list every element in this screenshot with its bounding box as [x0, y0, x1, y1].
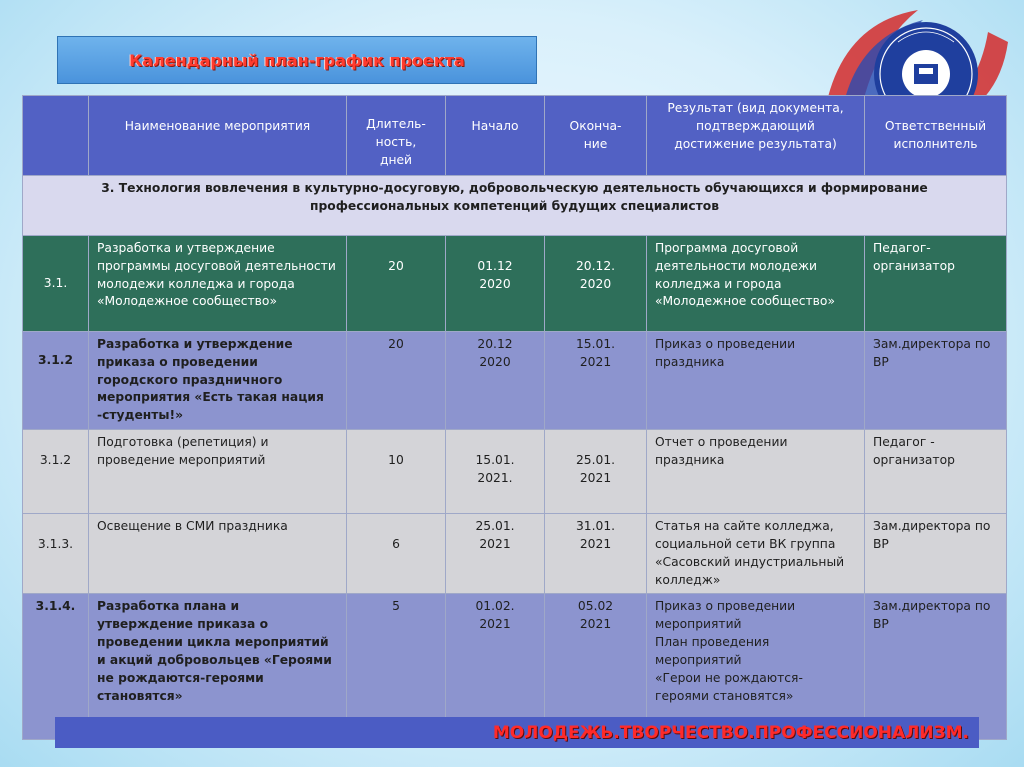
row-start: 15.01. 2021. — [446, 430, 545, 514]
slide-title: Календарный план-график проекта — [129, 50, 465, 70]
section-row — [23, 176, 1007, 236]
row-start: 25.01. 2021 — [446, 514, 545, 594]
row-end: 05.02 2021 — [545, 594, 647, 740]
table-header-row — [23, 96, 1007, 176]
header-num — [23, 96, 89, 176]
row-name: Подготовка (репетиция) и проведение мероприятий — [89, 430, 347, 514]
slide-title-box — [57, 36, 537, 84]
row-responsible: Педагог - организатор — [865, 430, 1007, 514]
row-result: Приказ о проведении мероприятий План проведения мероприятий «Герои не рождаются-героями становятся» — [647, 594, 865, 740]
header-responsible: Ответственный исполнитель — [865, 96, 1007, 176]
section-title: 3. Технология вовлечения в культурно-досуговую, добровольческую деятельность обучающихся и формирование профессиональных компетенций будущих специалистов — [23, 176, 1007, 236]
row-result: Приказ о проведении праздника — [647, 332, 865, 430]
row-responsible: Зам.директора по ВР — [865, 514, 1007, 594]
row-result: Статья на сайте колледжа, социальной сети ВК группа «Сасовский индустриальный колледж» — [647, 514, 865, 594]
table-row — [23, 514, 1007, 594]
header-end: Оконча- ние — [545, 96, 647, 176]
header-start: Начало — [446, 96, 545, 176]
row-end: 15.01. 2021 — [545, 332, 647, 430]
footer-slogan: МОЛОДЕЖЬ.ТВОРЧЕСТВО.ПРОФЕССИОНАЛИЗМ. — [492, 722, 969, 743]
row-result: Отчет о проведении праздника — [647, 430, 865, 514]
row-end: 31.01. 2021 — [545, 514, 647, 594]
table-row — [23, 430, 1007, 514]
row-name: Разработка и утверждение приказа о проведении городского праздничного мероприятия «Есть такая нация -студенты!» — [89, 332, 347, 430]
row-start: 20.12 2020 — [446, 332, 545, 430]
row-duration: 10 — [347, 430, 446, 514]
header-duration: Длитель- ность, дней — [347, 96, 446, 176]
row-end: 20.12. 2020 — [545, 236, 647, 332]
row-name: Разработка и утверждение программы досуговой деятельности молодежи колледжа и города «Молодежное сообщество» — [89, 236, 347, 332]
row-result: Программа досуговой деятельности молодежи колледжа и города «Молодежное сообщество» — [647, 236, 865, 332]
header-result: Результат (вид документа, подтверждающий достижение результата) — [647, 96, 865, 176]
row-name: Разработка плана и утверждение приказа о проведении цикла мероприятий и акций добровольцев «Героями не рождаются-героями становятся» — [89, 594, 347, 740]
row-num: 3.1.2 — [23, 332, 89, 430]
plan-table — [22, 95, 1007, 740]
row-end: 25.01. 2021 — [545, 430, 647, 514]
table-row — [23, 332, 1007, 430]
row-duration: 5 — [347, 594, 446, 740]
row-duration: 20 — [347, 332, 446, 430]
footer-banner — [55, 717, 979, 748]
row-start: 01.02. 2021 — [446, 594, 545, 740]
row-start: 01.12 2020 — [446, 236, 545, 332]
row-num: 3.1.4. — [23, 594, 89, 740]
row-name: Освещение в СМИ праздника — [89, 514, 347, 594]
table-row — [23, 236, 1007, 332]
row-num: 3.1. — [23, 236, 89, 332]
row-responsible: Педагог-организатор — [865, 236, 1007, 332]
row-responsible: Зам.директора по ВР — [865, 332, 1007, 430]
row-responsible: Зам.директора по ВР — [865, 594, 1007, 740]
row-num: 3.1.3. — [23, 514, 89, 594]
row-num: 3.1.2 — [23, 430, 89, 514]
row-duration: 6 — [347, 514, 446, 594]
header-name: Наименование мероприятия — [89, 96, 347, 176]
row-duration: 20 — [347, 236, 446, 332]
